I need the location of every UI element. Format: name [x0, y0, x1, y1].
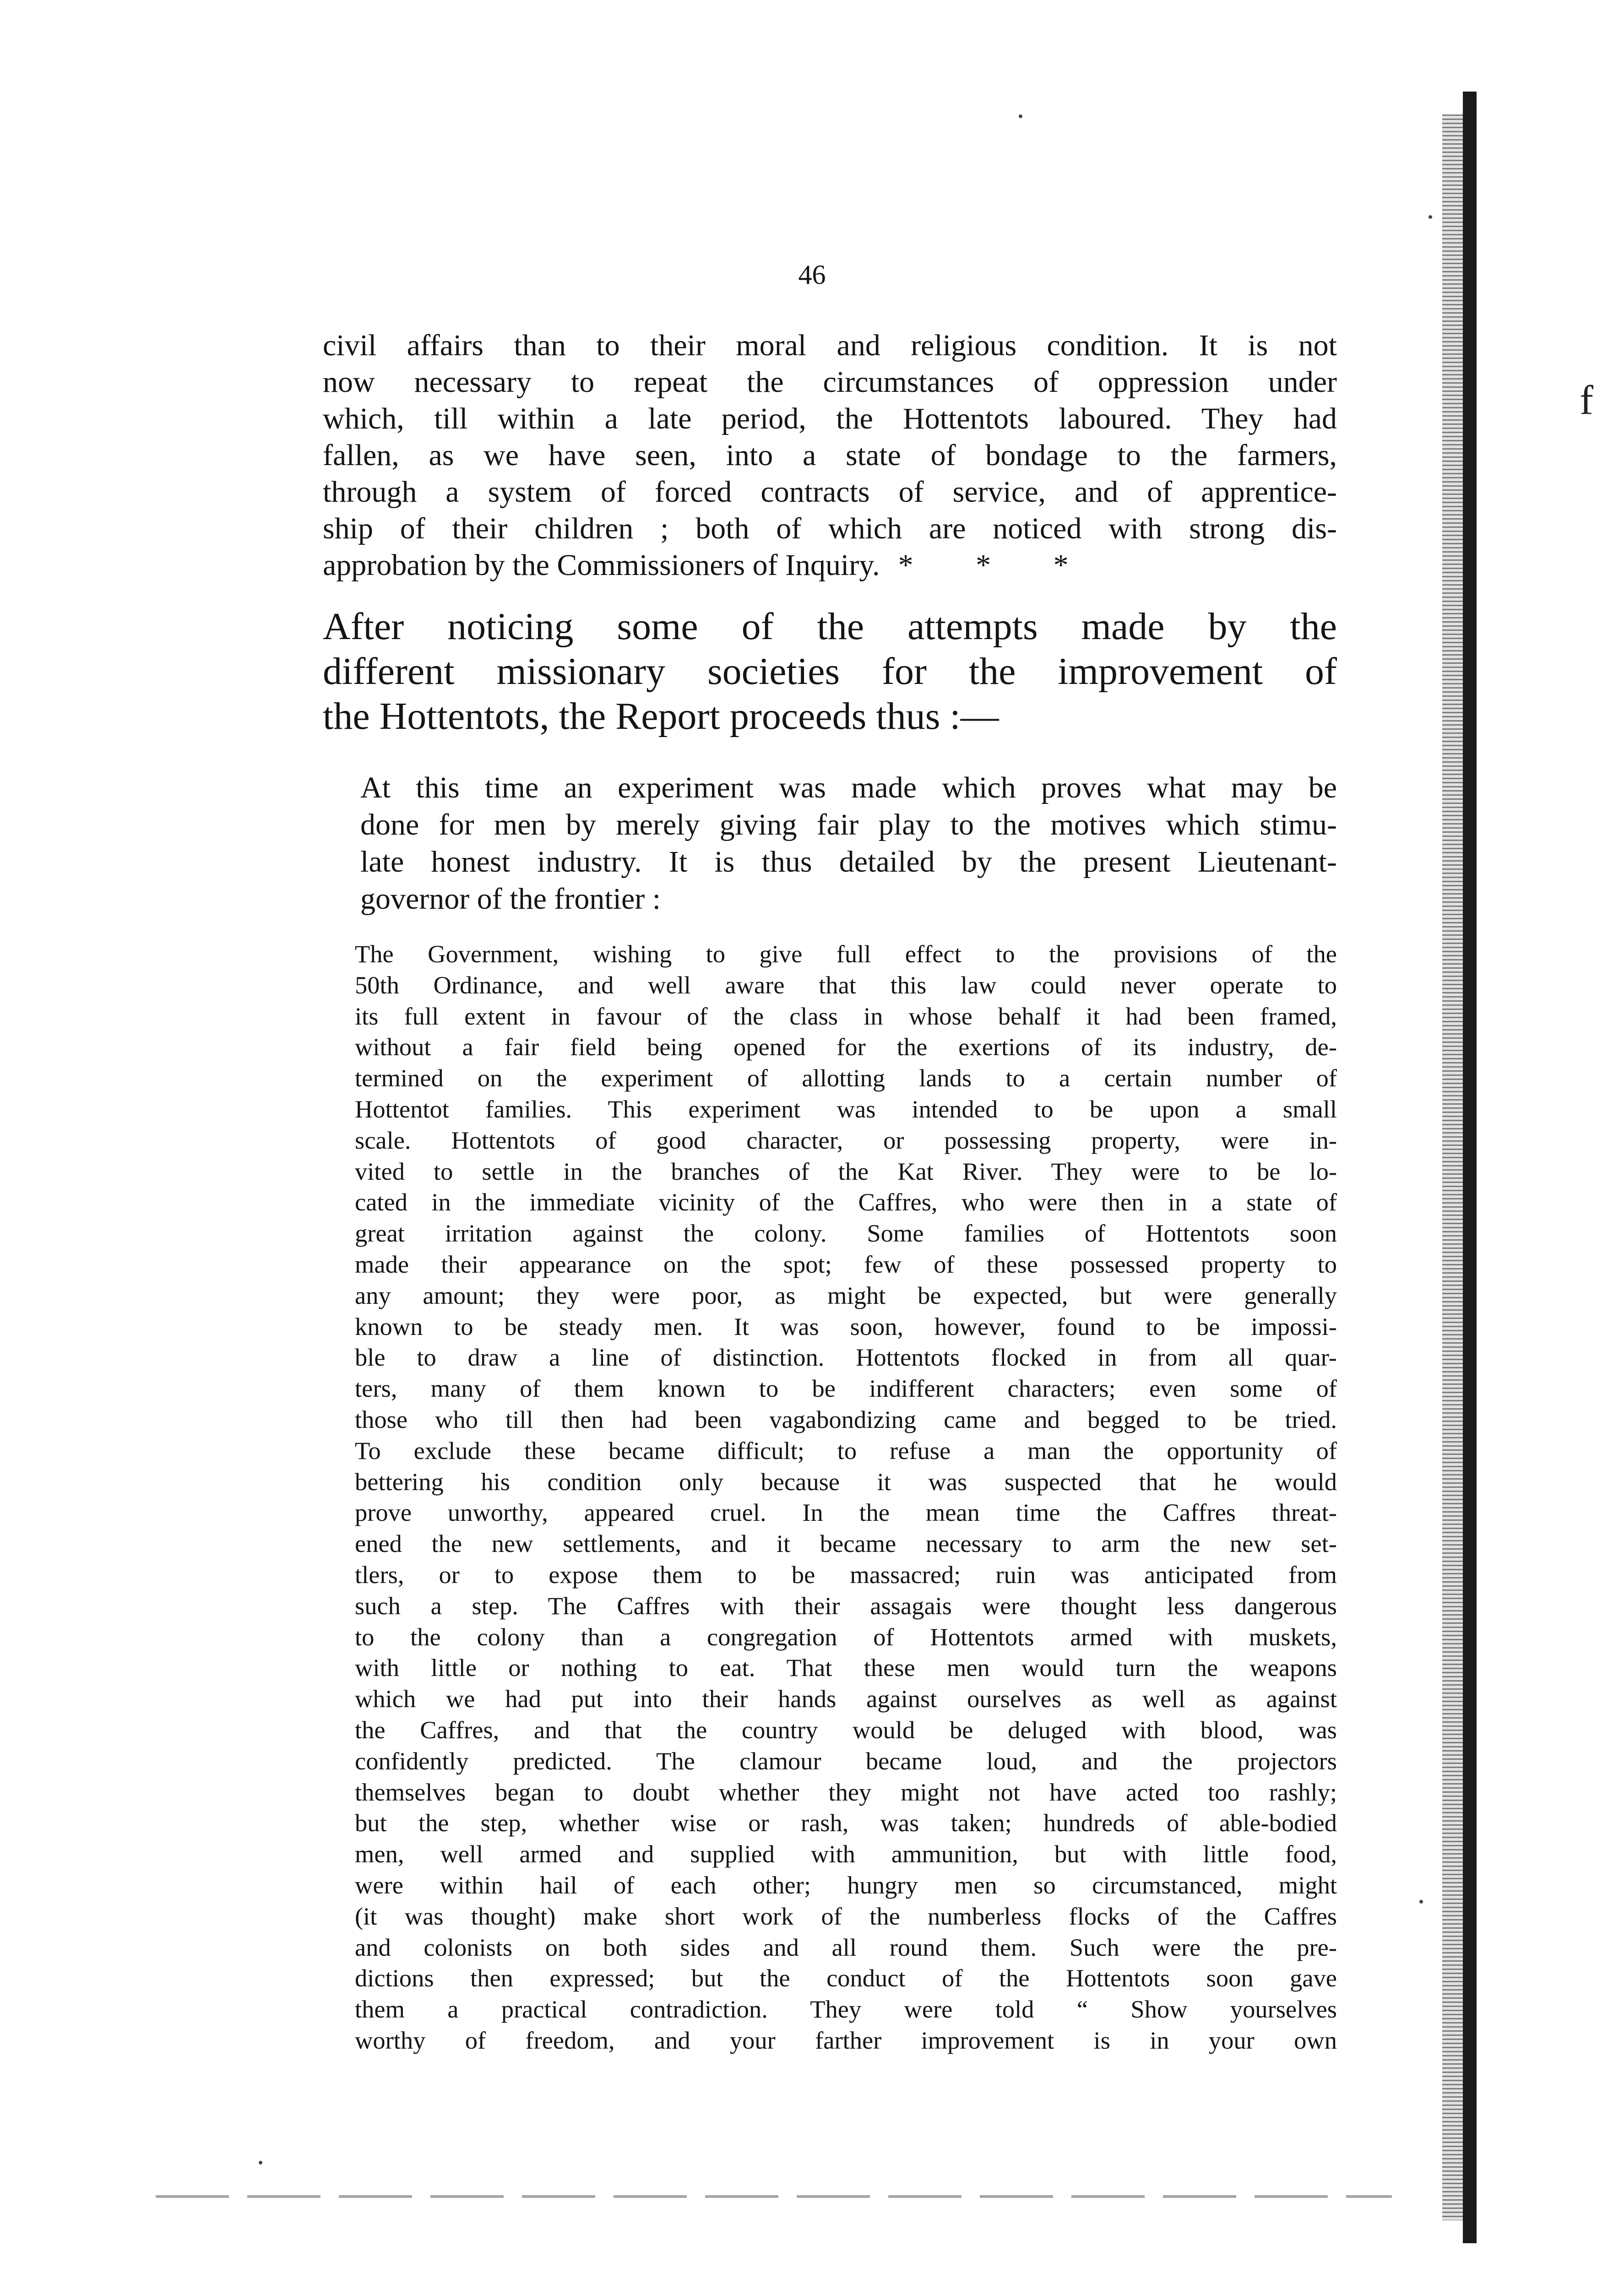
bottom-rule — [156, 2195, 1392, 2198]
paragraph-quote-intro — [323, 769, 1337, 917]
paragraph-heading — [323, 604, 1337, 739]
ink-speck — [1419, 1900, 1423, 1904]
text-line: made their appearance on the spot; few of these possessed property to — [355, 1250, 1337, 1278]
text-line: scale. Hottentots of good character, or possessing property, were in- — [355, 1126, 1337, 1154]
page-number: 46 — [798, 260, 826, 290]
text-line: those who till then had been vagabondizing came and begged to be tried. — [355, 1405, 1337, 1433]
ink-speck — [1428, 215, 1432, 219]
text-line: confidently predicted. The clamour became loud, and the projectors — [355, 1747, 1337, 1775]
text-line: through a system of forced contracts of service, and of apprentice- — [323, 475, 1337, 509]
text-line: After noticing some of the attempts made by the — [323, 605, 1337, 648]
text-line — [323, 547, 1337, 584]
text-line: (it was thought) make short work of the numberless flocks of the Caffres — [355, 1902, 1337, 1930]
ink-speck — [259, 2161, 262, 2164]
paragraph-intro — [323, 327, 1337, 584]
text-line: To exclude these became difficult; to refuse a man the opportunity of — [355, 1436, 1337, 1465]
text-line: 50th Ordinance, and well aware that this law could never operate to — [355, 971, 1337, 999]
page-edge — [1463, 92, 1477, 2243]
text-line: termined on the experiment of allotting lands to a certain number of — [355, 1064, 1337, 1092]
text-line: prove unworthy, appeared cruel. In the mean time the Caffres threat- — [355, 1498, 1337, 1527]
text-line: late honest industry. It is thus detailed by the present Lieutenant- — [360, 845, 1337, 879]
text-line: worthy of freedom, and your farther improvement is in your own — [355, 2026, 1337, 2054]
text-line: tlers, or to expose them to be massacred; ruin was anticipated from — [355, 1560, 1337, 1589]
text-line: its full extent in favour of the class in whose behalf it had been framed, — [355, 1002, 1337, 1030]
text-line: dictions then expressed; but the conduct of the Hottentots soon gave — [355, 1964, 1337, 1992]
text-line: the Hottentots, the Report proceeds thus :— — [323, 695, 999, 738]
text-line: ters, many of them known to be indifferent characters; even some of — [355, 1374, 1337, 1403]
text-line: ened the new settlements, and it became necessary to arm the new set- — [355, 1530, 1337, 1558]
text-line: themselves began to doubt whether they might not have acted too rashly; — [355, 1778, 1337, 1806]
text-line: ship of their children ; both of which are noticed with strong dis- — [323, 512, 1337, 545]
paragraph-quotation — [323, 938, 1337, 2056]
text-line: but the step, whether wise or rash, was taken; hundreds of able-bodied — [355, 1809, 1337, 1837]
text-line: cated in the immediate vicinity of the Caffres, who were then in a state of — [355, 1188, 1337, 1216]
text-line: The Government, wishing to give full effect to the provisions of the — [355, 940, 1337, 968]
text-line: which we had put into their hands against ourselves as well as against — [355, 1685, 1337, 1713]
ellipsis-stars: * * * — [898, 548, 1096, 582]
binding-shadow — [1442, 114, 1463, 2220]
margin-mark: f — [1580, 378, 1593, 423]
text-line: men, well armed and supplied with ammunition, but with little food, — [355, 1840, 1337, 1868]
text-line: with little or nothing to eat. That these men would turn the weapons — [355, 1654, 1337, 1682]
text-line: ble to draw a line of distinction. Hottentots flocked in from all quar- — [355, 1343, 1337, 1372]
text-line: the Caffres, and that the country would be deluged with blood, was — [355, 1715, 1337, 1744]
text-line: bettering his condition only because it was suspected that he would — [355, 1467, 1337, 1496]
text-line: to the colony than a congregation of Hottentots armed with muskets, — [355, 1622, 1337, 1651]
text-line: governor of the frontier : — [360, 882, 661, 916]
text-line: any amount; they were poor, as might be expected, but were generally — [355, 1281, 1337, 1309]
text-line: such a step. The Caffres with their assagais were thought less dangerous — [355, 1591, 1337, 1620]
text-line: different missionary societies for the improvement of — [323, 650, 1337, 693]
text-line: them a practical contradiction. They were told “ Show yourselves — [355, 1995, 1337, 2023]
text-line: and colonists on both sides and all round them. Such were the pre- — [355, 1933, 1337, 1961]
text-line: great irritation against the colony. Some families of Hottentots soon — [355, 1219, 1337, 1248]
text-line: which, till within a late period, the Hottentots laboured. They had — [323, 402, 1337, 435]
text-line: now necessary to repeat the circumstances of oppression under — [323, 365, 1337, 399]
text-line: vited to settle in the branches of the Kat River. They were to be lo- — [355, 1157, 1337, 1185]
text-line: were within hail of each other; hungry men so circumstanced, might — [355, 1871, 1337, 1899]
text-line: At this time an experiment was made which proves what may be — [360, 771, 1337, 804]
text-line: without a fair field being opened for the exertions of its industry, de- — [355, 1033, 1337, 1061]
text-line: done for men by merely giving fair play to the motives which stimu- — [360, 808, 1337, 841]
text-line: known to be steady men. It was soon, however, found to be impossi- — [355, 1312, 1337, 1340]
text-line: fallen, as we have seen, into a state of bondage to the farmers, — [323, 439, 1337, 472]
text-line-content: approbation by the Commissioners of Inquiry. — [323, 548, 880, 582]
ink-speck — [1019, 114, 1022, 118]
text-line: Hottentot families. This experiment was intended to be upon a small — [355, 1095, 1337, 1123]
text-line: civil affairs than to their moral and religious condition. It is not — [323, 329, 1337, 362]
